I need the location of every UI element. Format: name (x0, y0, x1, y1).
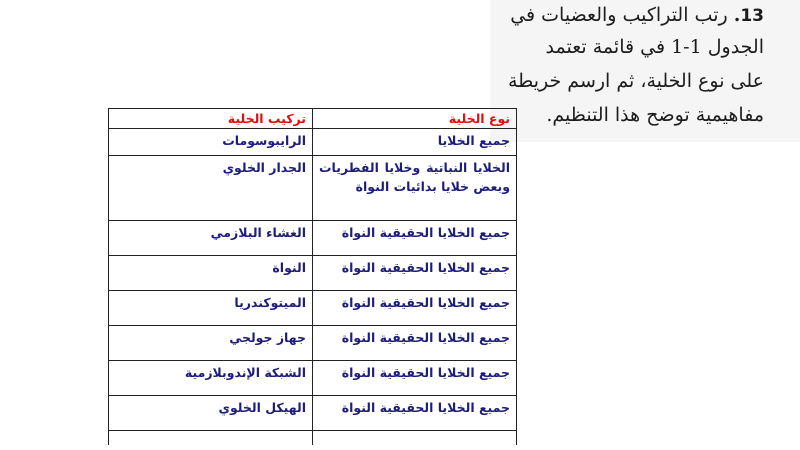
cell-type-cell: جميع الخلايا الحقيقية النواة (313, 221, 517, 256)
structure-cell: الغشاء البلازمي (109, 221, 313, 256)
structure-cell: الرايبوسومات (109, 129, 313, 156)
header-structure: تركيب الخلية (109, 109, 313, 129)
structure-cell: الجدار الخلوي (109, 156, 313, 221)
question-line-2: الجدول 1-1 في قائمة تعتمد (545, 36, 764, 58)
cell-type-cell: جميع الخلايا الحقيقية النواة (313, 256, 517, 291)
structure-cell: النواة (109, 256, 313, 291)
question-line-1: 13. رتب التراكيب والعضيات في (510, 4, 764, 26)
question-block (490, 0, 800, 142)
table-row (109, 361, 517, 396)
cell-type-cell: جميع الخلايا الحقيقية النواة (313, 326, 517, 361)
table-row (109, 221, 517, 256)
empty-cell (109, 431, 313, 446)
header-cell-type: نوع الخلية (313, 109, 517, 129)
table-row-cut-off (109, 431, 517, 446)
cell-type-cell: جميع الخلايا الحقيقية النواة (313, 396, 517, 431)
table-row (109, 291, 517, 326)
question-text-1: رتب التراكيب والعضيات في (510, 4, 728, 26)
question-number: 13 (740, 6, 764, 26)
cell-type-cell: جميع الخلايا الحقيقية النواة (313, 361, 517, 396)
table-header-row (109, 109, 517, 129)
cell-type-cell: جميع الخلايا الحقيقية النواة (313, 291, 517, 326)
question-line-4: مفاهيمية توضح هذا التنظيم. (546, 104, 764, 126)
table-row (109, 326, 517, 361)
table-row (109, 156, 517, 221)
cell-type-cell: الخلايا النباتية وخلايا الفطريات وبعض خلايا بدائيات النواة (313, 156, 517, 221)
cell-structures-table (108, 108, 516, 445)
cell-type-cell: جميع الخلايا (313, 129, 517, 156)
structure-cell: الشبكة الإندوبلازمية (109, 361, 313, 396)
structure-cell: جهاز جولجي (109, 326, 313, 361)
structure-cell: الهيكل الخلوي (109, 396, 313, 431)
empty-cell (313, 431, 517, 446)
question-line-3: على نوع الخلية، ثم ارسم خريطة (507, 70, 764, 92)
table-row (109, 129, 517, 156)
table-row (109, 396, 517, 431)
table-row (109, 256, 517, 291)
structure-cell: الميتوكندريا (109, 291, 313, 326)
